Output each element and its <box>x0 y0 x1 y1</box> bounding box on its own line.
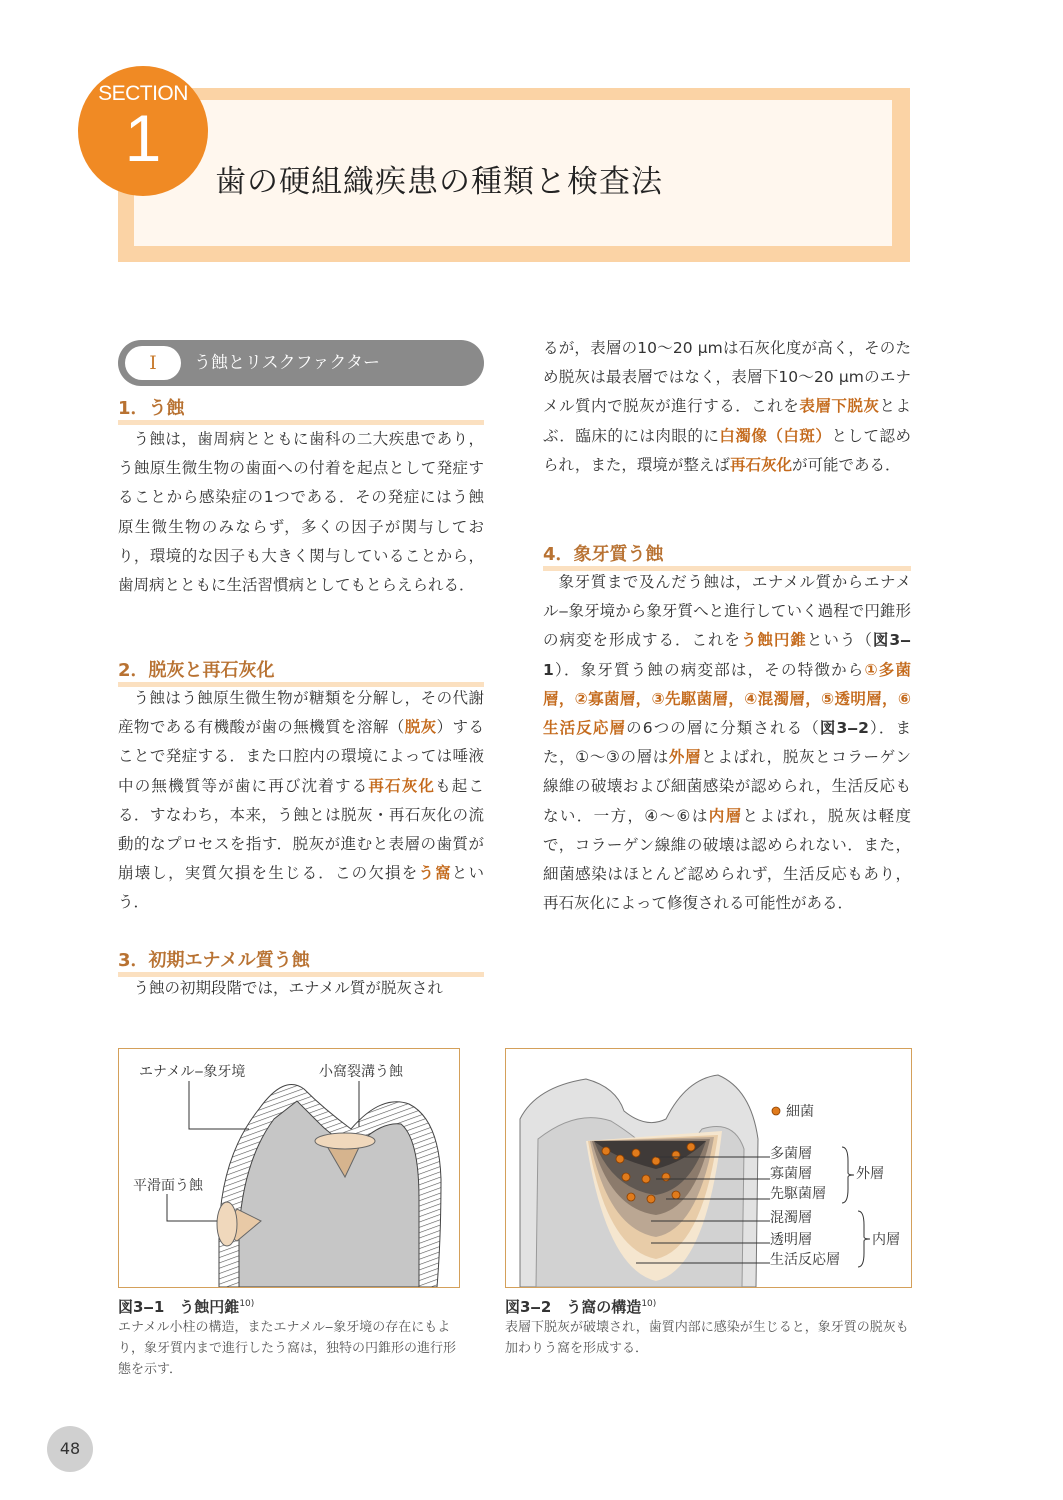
heading-2: 2．脱灰と再石灰化 <box>118 656 484 687</box>
paragraph-2: う蝕はう蝕原生微生物が糖類を分解し，その代謝産物である有機酸が歯の無機質を溶解（脱灰）することで発症する．また口腔内の環境によっては唾液中の無機質等が歯に再び沈着する再石灰化も起こる．すなわち，本来，う蝕とは脱灰・再石灰化の流動的なプロセスを指す．脱灰が進むと表層の歯質が崩壊し，実質欠損を生じる．この欠損をう窩という． <box>118 689 484 912</box>
heading-4: 4．象牙質う蝕 <box>543 540 911 571</box>
figure-1 <box>118 1048 460 1288</box>
heading-3: 3．初期エナメル質う蝕 <box>118 946 484 977</box>
section-word: SECTION <box>98 82 188 105</box>
figure-2-caption: 図3‒2 う窩の構造$^{10)}$ 表層下脱灰が破壊され，歯質内部に感染が生じると，象牙質の脱灰も加わりう窩を形成する． <box>505 1296 910 1359</box>
label-layer-2: 寡菌層 <box>770 1166 812 1182</box>
label-outer: 外層 <box>856 1166 884 1182</box>
caries-cone-illustration <box>119 1049 459 1287</box>
label-layer-1: 多菌層 <box>770 1146 812 1162</box>
label-layer-5: 透明層 <box>770 1232 812 1248</box>
heading-1: 1．う蝕 <box>118 394 484 425</box>
label-dej: エナメル‒象牙境 <box>139 1064 246 1080</box>
section-label: う蝕とリスクファクター <box>194 353 380 373</box>
caption-text: 表層下脱灰が破壊され，歯質内部に感染が生じると，象牙質の脱灰も加わりう窩を形成する． <box>505 1320 909 1356</box>
label-smooth-caries: 平滑面う蝕 <box>133 1178 203 1194</box>
label-inner: 内層 <box>872 1232 900 1248</box>
paragraph-3: う蝕の初期段階では，エナメル質が脱灰され <box>133 979 443 997</box>
caption-title: 図3‒2 う窩の構造 <box>505 1298 642 1316</box>
label-bacteria: 細菌 <box>786 1104 814 1120</box>
label-pit-caries: 小窩裂溝う蝕 <box>319 1064 403 1080</box>
label-layer-3: 先駆菌層 <box>770 1186 826 1202</box>
figure-1-caption: 図3‒1 う蝕円錐$^{10)}$ エナメル小柱の構造，またエナメル‒象牙境の存在にもより，象牙質内まで進行したう窩は，独特の円錐形の進行形態を示す． <box>118 1296 463 1380</box>
caption-title: 図3‒1 う蝕円錐 <box>118 1298 240 1316</box>
caption-text: エナメル小柱の構造，またエナメル‒象牙境の存在にもより，象牙質内まで進行したう窩は，独特の円錐形の進行形態を示す． <box>118 1320 457 1377</box>
section-number: 1 <box>124 101 162 175</box>
page-title: 歯の硬組織疾患の種類と検査法 <box>215 164 663 200</box>
page-number: 48 <box>47 1426 93 1472</box>
figure-2 <box>505 1048 912 1288</box>
section-badge <box>78 66 208 196</box>
paragraph-4: 象牙質まで及んだう蝕は，エナメル質からエナメル‒象牙境から象牙質へと進行していく過程で円錐形の病変を形成する．これをう蝕円錐という（図3‒1）．象牙質う蝕の病変部は，その特徴から①多菌層，②寡菌層，③先駆菌層，④混濁層，⑤透明層，⑥生活反応層の6つの層に分類される（図3‒2）．また，①〜③の層は外層とよばれ，脱灰とコラーゲン線維の破壊および細菌感染が認められ，生活反応もない．一方，④〜⑥は内層とよばれ，脱灰は軽度で，コラーゲン線維の破壊は認められない．また，細菌感染はほとんど認められず，生活反応もあり，再石灰化によって修復される可能性がある． <box>543 573 911 913</box>
paragraph-3-continued: るが，表層の10〜20 μmは石灰化度が高く，そのため脱灰は最表層ではなく，表層下10〜20 μmのエナメル質内で脱灰が進行する．これを表層下脱灰とよぶ．臨床的には肉眼的に白濁像（白斑）として認められ，また，環境が整えば再石灰化が可能である． <box>543 339 911 474</box>
cavity-structure-illustration <box>506 1049 911 1287</box>
label-layer-6: 生活反応層 <box>770 1252 840 1268</box>
label-layer-4: 混濁層 <box>770 1210 812 1226</box>
paragraph-1: う蝕は，歯周病とともに歯科の二大疾患であり，う蝕原生微生物の歯面への付着を起点として発症することから感染症の1つである．その発症にはう蝕原生微生物のみならず，多くの因子が関与しており，環境的な因子も大きく関与していることから，歯周病とともに生活習慣病としてもとらえられる． <box>118 430 484 595</box>
section-pill <box>118 340 484 386</box>
section-numeral: I <box>125 346 181 380</box>
